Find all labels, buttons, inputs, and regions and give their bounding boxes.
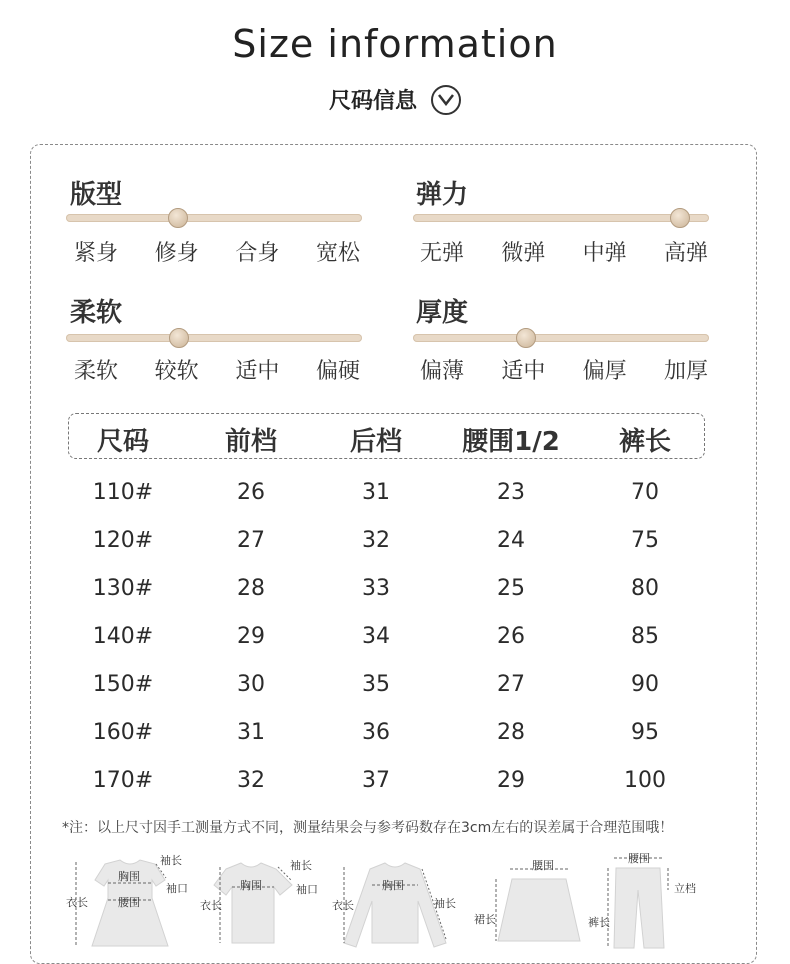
table-cell: 31 (237, 720, 265, 745)
skirt-length-label: 裙长 (474, 913, 496, 926)
elasticity-knob (670, 208, 690, 228)
subtitle (0, 84, 790, 115)
elasticity-options (420, 236, 708, 267)
dress-diagram (60, 850, 200, 950)
fit-option: 修身 (154, 241, 199, 266)
sweater-sleeve-label: 袖长 (434, 897, 456, 910)
table-cell: 28 (497, 720, 525, 745)
thickness-option: 加厚 (663, 359, 708, 384)
col-header-waist: 腰围1/2 (462, 427, 560, 457)
pants-waist-label: 腰围 (628, 852, 650, 865)
table-cell: 80 (631, 576, 659, 601)
table-cell: 32 (237, 768, 265, 793)
table-cell: 29 (237, 624, 265, 649)
table-cell: 28 (237, 576, 265, 601)
softness-options (74, 354, 360, 385)
table-cell: 37 (362, 768, 390, 793)
table-cell: 140# (92, 624, 154, 649)
table-cell: 34 (362, 624, 390, 649)
elasticity-option: 高弹 (663, 241, 708, 266)
fit-title: 版型 (70, 180, 123, 210)
tshirt-length-label: 衣长 (200, 899, 222, 912)
fit-option: 合身 (235, 241, 280, 266)
pants-diagram (588, 850, 714, 950)
table-cell: 160# (92, 720, 154, 745)
skirt-waist-label: 腰围 (532, 859, 554, 872)
pants-rise-label: 立档 (674, 882, 696, 895)
thickness-options (420, 354, 708, 385)
chevron-down-icon[interactable] (431, 85, 461, 115)
pants-icon (594, 850, 714, 950)
table-cell: 24 (497, 528, 525, 553)
col-header-length: 裤长 (618, 427, 671, 457)
sweater-chest-label: 胸围 (382, 879, 404, 892)
table-cell: 29 (497, 768, 525, 793)
tshirt-diagram (196, 855, 326, 950)
dress-chest-label: 胸围 (118, 870, 140, 883)
sweater-diagram (330, 855, 470, 950)
softness-title: 柔软 (70, 298, 123, 328)
table-cell: 70 (631, 480, 659, 505)
elasticity-option: 微弹 (501, 241, 546, 266)
dress-cuff-label: 袖口 (166, 882, 188, 895)
table-cell: 26 (237, 480, 265, 505)
softness-slider (66, 334, 362, 342)
table-cell: 25 (497, 576, 525, 601)
table-cell: 33 (362, 576, 390, 601)
table-cell: 27 (237, 528, 265, 553)
elasticity-title: 弹力 (416, 180, 469, 210)
thickness-slider (413, 334, 709, 342)
table-cell: 130# (92, 576, 154, 601)
softness-option: 偏硬 (315, 359, 360, 384)
fit-option: 紧身 (74, 241, 119, 266)
table-cell: 120# (92, 528, 154, 553)
thickness-option: 偏厚 (582, 359, 627, 384)
col-header-back-rise: 后档 (349, 427, 402, 457)
skirt-diagram (470, 855, 600, 950)
table-cell: 35 (362, 672, 390, 697)
table-cell: 170# (92, 768, 154, 793)
thickness-title: 厚度 (416, 298, 469, 328)
pants-length-label: 裤长 (588, 916, 610, 929)
table-cell: 23 (497, 480, 525, 505)
softness-option: 适中 (235, 359, 280, 384)
col-header-front-rise: 前档 (224, 427, 277, 457)
tshirt-cuff-label: 袖口 (296, 883, 318, 896)
table-cell: 90 (631, 672, 659, 697)
tshirt-chest-label: 胸围 (240, 879, 262, 892)
table-cell: 36 (362, 720, 390, 745)
table-cell: 31 (362, 480, 390, 505)
table-cell: 85 (631, 624, 659, 649)
elasticity-option: 无弹 (420, 241, 465, 266)
thickness-knob (516, 328, 536, 348)
table-cell: 110# (92, 480, 154, 505)
table-cell: 100 (624, 768, 666, 793)
size-panel (30, 144, 757, 964)
measurement-note: *注：以上尺寸因手工测量方式不同，测量结果会与参考码数存在3cm左右的误差属于合理范围哦！ (62, 820, 674, 836)
table-cell: 75 (631, 528, 659, 553)
dress-length-label: 衣长 (66, 896, 88, 909)
softness-option: 柔软 (74, 359, 119, 384)
subtitle-text: 尺码信息 (328, 89, 417, 114)
sweater-length-label: 衣长 (332, 899, 354, 912)
fit-slider (66, 214, 362, 222)
table-cell: 30 (237, 672, 265, 697)
fit-knob (168, 208, 188, 228)
thickness-option: 偏薄 (420, 359, 465, 384)
page-title: Size information (232, 22, 558, 66)
tshirt-sleeve-label: 袖长 (290, 859, 312, 872)
fit-options (74, 236, 360, 267)
table-cell: 150# (92, 672, 154, 697)
table-cell: 27 (497, 672, 525, 697)
col-header-size: 尺码 (96, 427, 149, 457)
dress-sleeve-label: 袖长 (160, 854, 182, 867)
table-cell: 95 (631, 720, 659, 745)
elasticity-option: 中弹 (582, 241, 627, 266)
table-cell: 26 (497, 624, 525, 649)
softness-knob (169, 328, 189, 348)
dress-waist-label: 腰围 (118, 896, 140, 909)
fit-option: 宽松 (315, 241, 360, 266)
table-cell: 32 (362, 528, 390, 553)
softness-option: 较软 (154, 359, 199, 384)
thickness-option: 适中 (501, 359, 546, 384)
elasticity-slider (413, 214, 709, 222)
